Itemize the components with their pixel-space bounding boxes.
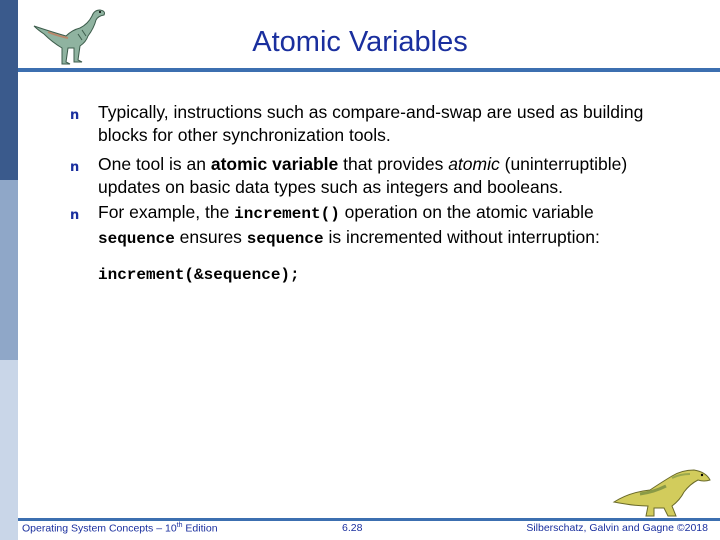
bullet-3-seg-5: ensures bbox=[174, 227, 247, 247]
footer-book-title bbox=[22, 522, 218, 535]
code-example: increment(&sequence); bbox=[98, 266, 300, 284]
bullet-icon: n bbox=[70, 160, 80, 175]
bullet-3-code-sequence-1: sequence bbox=[98, 230, 175, 248]
title-divider bbox=[18, 68, 720, 72]
left-bar-mid bbox=[0, 180, 18, 360]
footer-divider bbox=[18, 518, 720, 521]
dinosaur-bottom-icon bbox=[610, 462, 714, 520]
left-bar-light bbox=[0, 360, 18, 540]
bullet-3 bbox=[70, 201, 670, 251]
bullet-2-term-atomic-variable: atomic variable bbox=[210, 154, 339, 174]
bullet-2 bbox=[70, 153, 670, 199]
footer-book-suffix: Edition bbox=[182, 522, 218, 535]
bullet-1 bbox=[70, 101, 670, 147]
bullet-3-code-sequence-2: sequence bbox=[246, 230, 324, 248]
bullet-2-seg-3: that provides bbox=[338, 154, 449, 174]
bullet-3-text bbox=[98, 201, 670, 251]
left-bar-dark bbox=[0, 0, 18, 180]
footer-book-name: Operating System Concepts – 10 bbox=[22, 522, 177, 535]
bullet-1-seg-1: Typically, instructions such as compare-and-swap are used as building blocks for other synchronization tools. bbox=[98, 102, 644, 145]
footer-copyright: Silberschatz, Galvin and Gagne ©2018 bbox=[526, 522, 708, 534]
bullet-icon: n bbox=[70, 208, 80, 223]
bullet-2-seg-5: (uninterruptible) updates on basic data types such as integers and booleans. bbox=[98, 154, 628, 197]
bullet-2-term-atomic: atomic bbox=[448, 154, 500, 174]
slide-title: Atomic Variables bbox=[252, 26, 468, 58]
bullet-3-seg-3: operation on the atomic variable bbox=[339, 202, 594, 222]
bullet-3-seg-1: For example, the bbox=[98, 202, 235, 222]
bullet-1-text bbox=[98, 101, 670, 147]
footer-book-sup: th bbox=[176, 522, 183, 529]
bullet-2-text bbox=[98, 153, 670, 199]
dinosaur-top-icon bbox=[28, 6, 112, 68]
bullet-3-code-increment: increment() bbox=[234, 205, 340, 223]
bullet-2-seg-1: One tool is an bbox=[98, 154, 211, 174]
bullet-icon: n bbox=[70, 108, 80, 123]
bullet-3-seg-7: is incremented without interruption: bbox=[323, 227, 600, 247]
footer-page-number: 6.28 bbox=[342, 522, 363, 534]
